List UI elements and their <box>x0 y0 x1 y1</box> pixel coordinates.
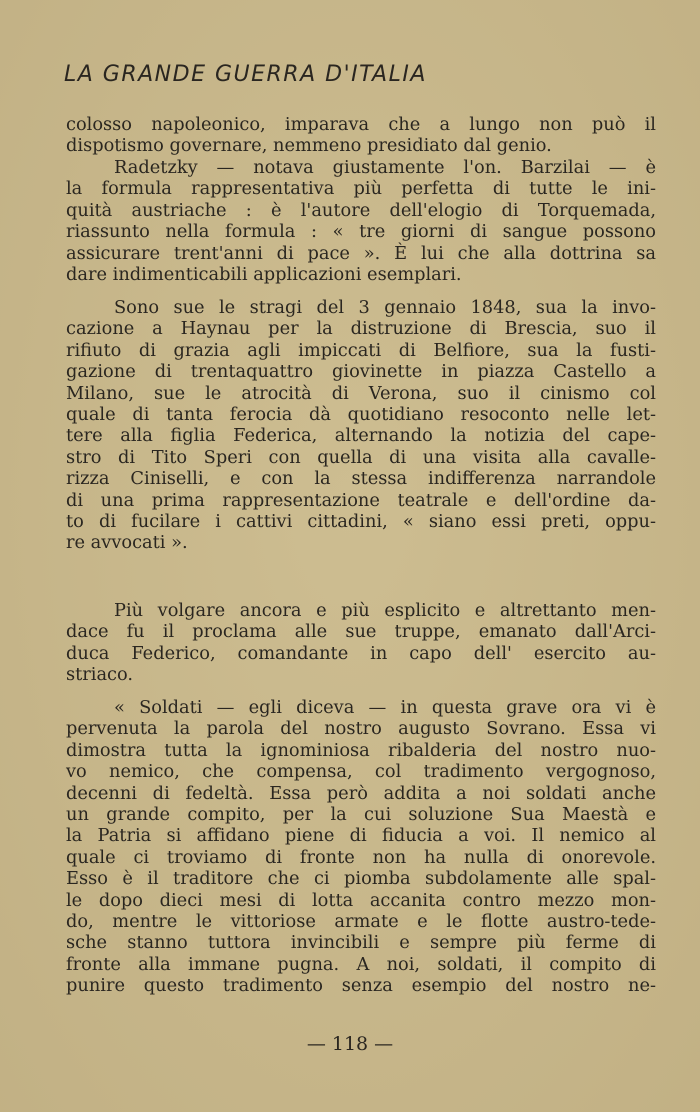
text-line: di una prima rappresentazione teatrale e dell'ordine da- <box>66 489 656 511</box>
text-line: colosso napoleonico, imparava che a lungo non può il <box>66 114 656 135</box>
text-line: quale ci troviamo di fronte non ha nulla di onorevole. <box>66 846 656 868</box>
text-line: un grande compito, per la cui soluzione Sua Maestà e <box>66 803 656 825</box>
text-line: la formula rappresentativa più perfetta di tutte le ini- <box>66 178 656 200</box>
text-line: dare indimenticabili applicazioni esemplari. <box>66 263 462 285</box>
text-line: pervenuta la parola del nostro augusto Sovrano. Essa vi <box>66 718 656 740</box>
text-line: Sono sue le stragi del 3 gennaio 1848, sua la invo- <box>114 297 656 318</box>
text-line: Radetzky — notava giustamente l'on. Barzilai — è <box>114 157 656 178</box>
text-line: dace fu il proclama alle sue truppe, emanato dall'Arci- <box>66 621 656 643</box>
text-line: rizza Ciniselli, e con la stessa indifferenza narrandole <box>66 468 656 490</box>
running-header: LA GRANDE GUERRA D'ITALIA <box>64 62 427 87</box>
text-line: sche stanno tuttora invincibili e sempre più ferme di <box>66 932 656 954</box>
paragraph-1 <box>66 114 656 157</box>
text-line: striaco. <box>66 664 134 686</box>
paragraph-2 <box>66 157 656 285</box>
text-line: duca Federico, comandante in capo dell' esercito au- <box>66 642 656 664</box>
text-line: quità austriache : è l'autore dell'elogio di Torquemada, <box>66 199 656 221</box>
text-line: gazione di trentaquattro giovinette in piazza Castello a <box>66 361 656 383</box>
text-line: « Soldati — egli diceva — in questa grave ora vi è <box>114 697 656 718</box>
text-line: vo nemico, che compensa, col tradimento vergognoso, <box>66 761 656 783</box>
text-line: Esso è il traditore che ci piomba subdolamente alle spal- <box>66 868 656 890</box>
text-line: quale di tanta ferocia dà quotidiano resoconto nelle let- <box>66 403 656 425</box>
text-line: dimostra tutta la ignominiosa ribalderia del nostro nuo- <box>66 739 656 761</box>
text-line: cazione a Haynau per la distruzione di Brescia, suo il <box>66 318 656 340</box>
page-number: — 118 — <box>306 1033 394 1055</box>
text-line: riassunto nella formula : « tre giorni di sangue possono <box>66 221 656 243</box>
paragraph-5 <box>66 697 656 996</box>
text-line: le dopo dieci mesi di lotta accanita contro mezzo mon- <box>66 889 656 911</box>
text-line: la Patria si affidano piene di fiducia a voi. Il nemico al <box>66 825 656 847</box>
text-line: to di fucilare i cattivi cittadini, « siano essi preti, oppu- <box>66 510 656 532</box>
text-line: assicurare trent'anni di pace ». È lui che alla dottrina sa <box>66 242 656 264</box>
text-line: tere alla figlia Federica, alternando la notizia del cape- <box>66 425 656 447</box>
text-line: rifiuto di grazia agli impiccati di Belfiore, sua la fusti- <box>66 339 656 361</box>
text-line: dispotismo governare, nemmeno presidiato dal genio. <box>66 135 552 157</box>
text-line: do, mentre le vittoriose armate e le flotte austro-tede- <box>66 910 656 932</box>
text-line: decenni di fedeltà. Essa però addita a noi soldati anche <box>66 782 656 804</box>
text-line: fronte alla immane pugna. A noi, soldati, il compito di <box>66 953 656 975</box>
text-line: Più volgare ancora e più esplicito e altrettanto men- <box>114 600 656 621</box>
paragraph-3 <box>66 297 656 554</box>
text-line: re avvocati ». <box>66 532 188 554</box>
text-line: stro di Tito Speri con quella di una visita alla cavalle- <box>66 446 656 468</box>
text-line: Milano, sue le atrocità di Verona, suo il cinismo col <box>66 382 656 404</box>
paragraph-4 <box>66 600 656 686</box>
text-line: punire questo tradimento senza esempio del nostro ne- <box>66 975 656 997</box>
